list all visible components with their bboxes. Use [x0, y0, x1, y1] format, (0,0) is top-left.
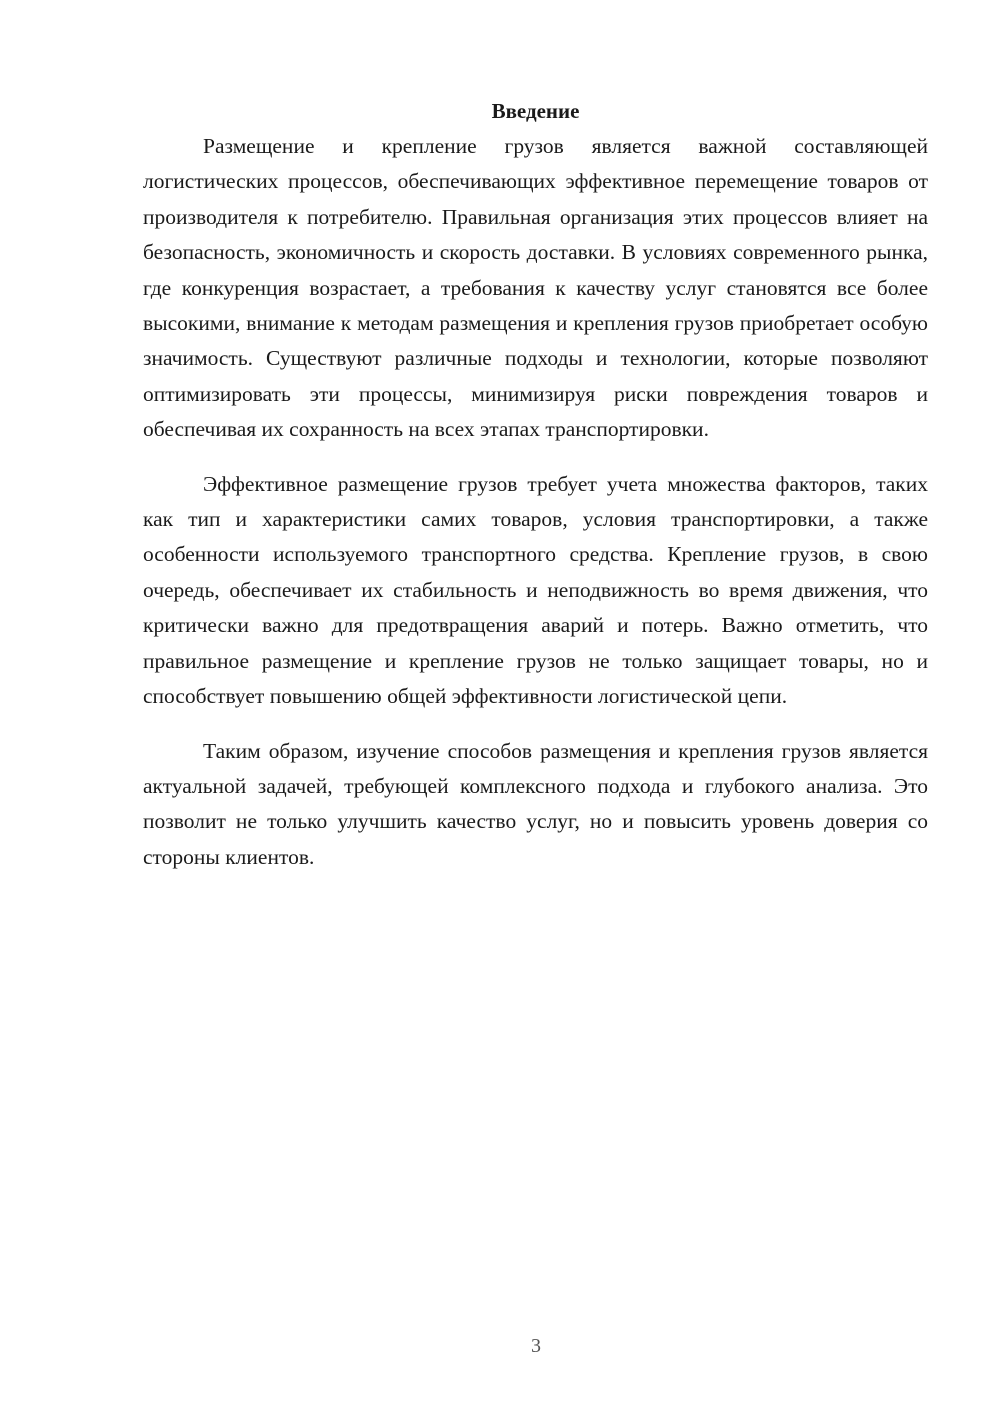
- paragraph-3: Таким образом, изучение способов размещения и крепления грузов является актуальной задачей, требующей комплексного подхода и глубокого анализа. Это позволит не только улучшить качество услуг, но и повысить уровень доверия со стороны клиентов.: [143, 738, 928, 869]
- paragraph-1: Размещение и крепление грузов является важной составляющей логистических процессов, обеспечивающих эффективное перемещение товаров от производителя к потребителю. Правильная организация этих процессов влияет на безопасность, экономичность и скорость доставки. В условиях современного рынка, где конкуренция возрастает, а требования к качеству услуг становятся все более высокими, внимание к методам размещения и крепления грузов приобретает особую значимость. Существуют различные подходы и технологии, которые позволяют оптимизировать эти процессы, минимизируя риски повреждения товаров и обеспечивая их сохранность на всех этапах транспортировки.: [143, 134, 928, 442]
- section-title: Введение: [491, 99, 580, 123]
- paragraph-2: Эффективное размещение грузов требует учета множества факторов, таких как тип и характеристики самих товаров, условия транспортировки, а также особенности используемого транспортного средства. Крепление грузов, в свою очередь, обеспечивает их стабильность и неподвижность во время движения, что критически важно для предотвращения аварий и потерь. Важно отметить, что правильное размещение и крепление грузов не только защищает товары, но и способствует повышению общей эффективности логистической цепи.: [143, 471, 928, 709]
- page-number: 3: [531, 1335, 541, 1357]
- page-content: [143, 94, 928, 875]
